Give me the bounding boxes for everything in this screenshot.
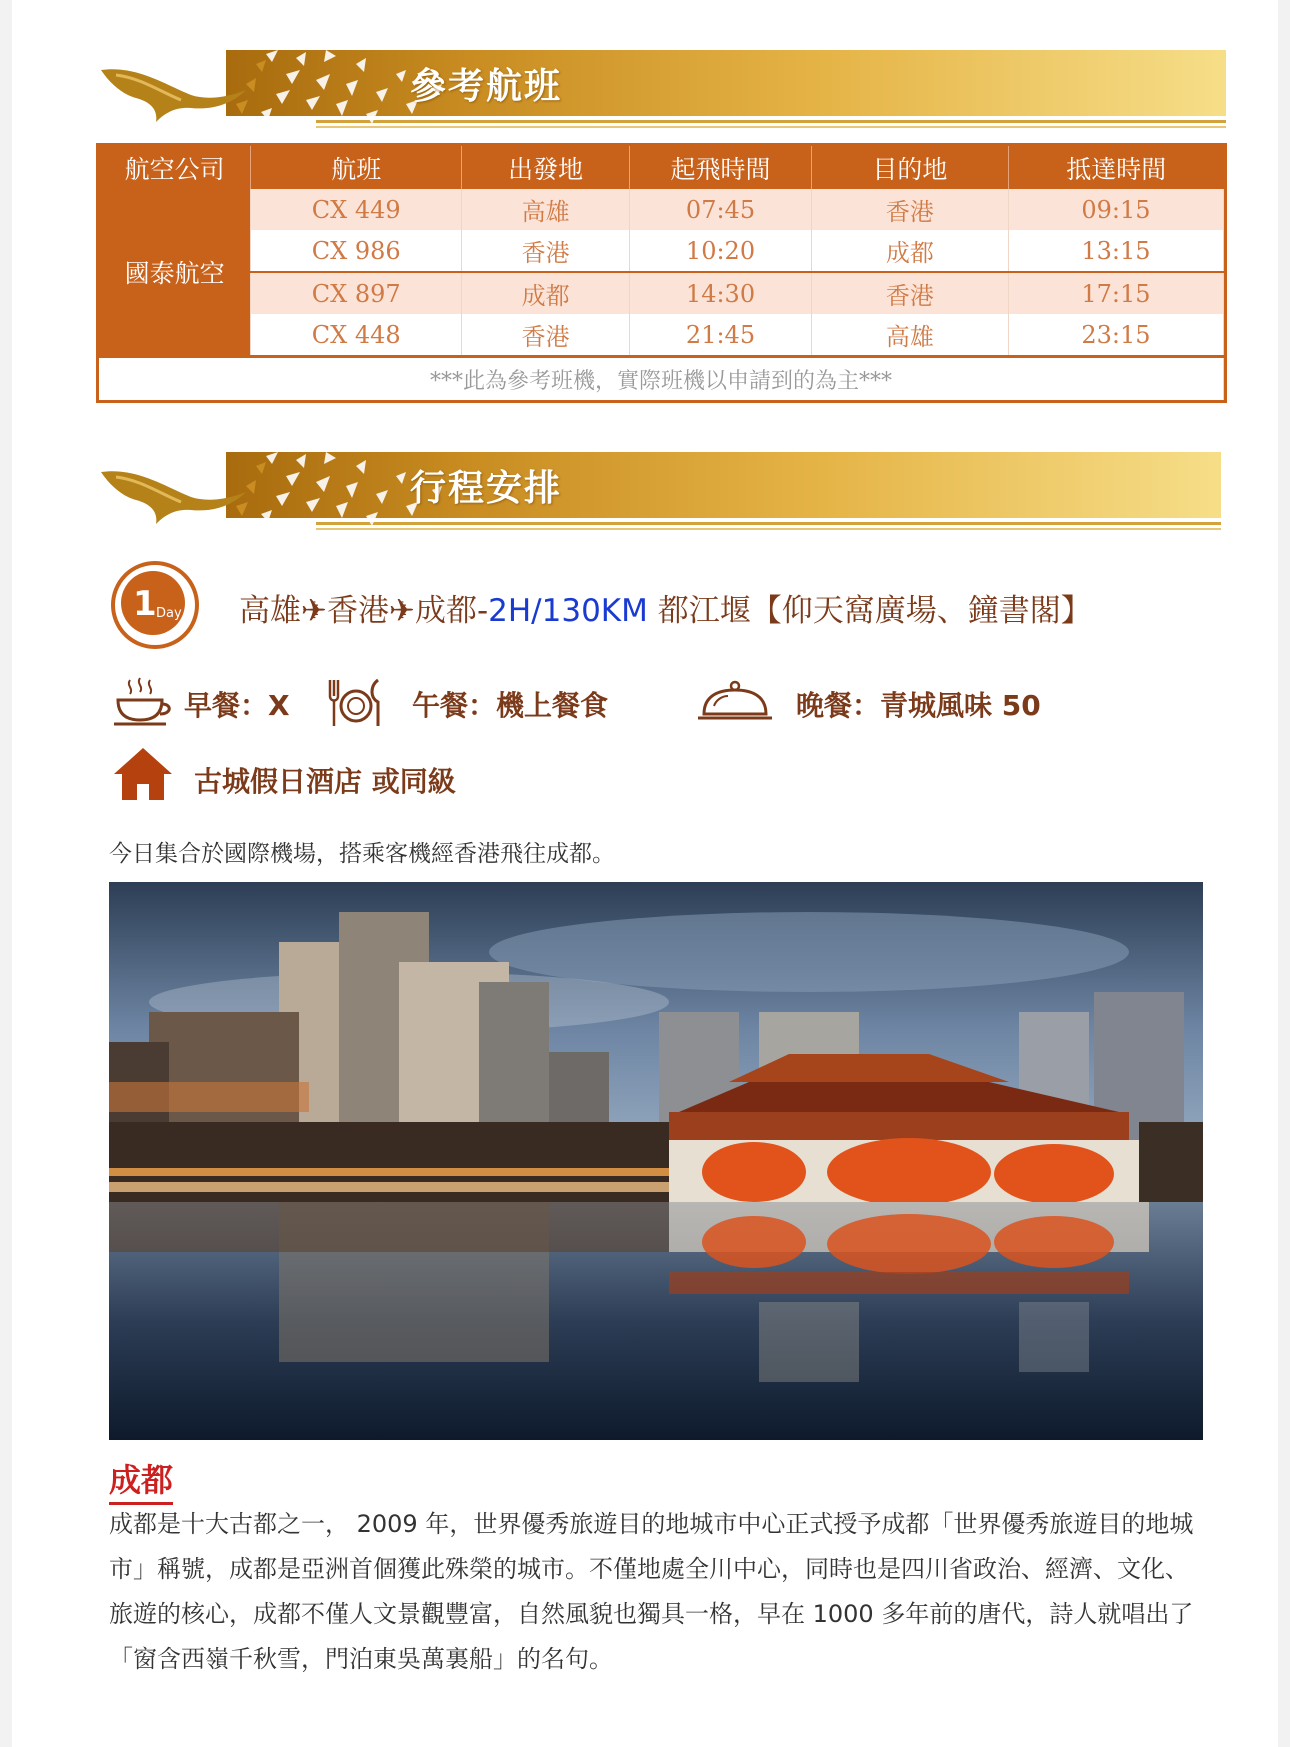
coffee-cup-icon [112, 676, 174, 730]
departure-city: 高雄 [462, 189, 630, 230]
arrival-city: 高雄 [811, 314, 1008, 357]
departure-time: 21:45 [630, 314, 812, 357]
dinner-label: 晚餐：青城風味 50 [796, 689, 1041, 722]
arrival-time: 17:15 [1008, 272, 1223, 314]
city-title: 成都 [109, 1455, 173, 1505]
table-row [99, 314, 1224, 357]
arrival-time: 13:15 [1008, 230, 1223, 272]
arrival-city: 香港 [811, 272, 1008, 314]
flight-table [96, 143, 1227, 403]
day-label: Day [156, 606, 182, 621]
day-badge-icon [109, 559, 201, 651]
cloche-dish-icon [696, 676, 774, 730]
flight-number: CX 897 [251, 272, 462, 314]
departure-time: 10:20 [630, 230, 812, 272]
arrival-city: 香港 [811, 189, 1008, 230]
breakfast-label: 早餐：X [184, 689, 290, 722]
airline-cell: 國泰航空 [99, 189, 251, 357]
day-route [239, 585, 1092, 630]
col-header-from: 出發地 [462, 146, 630, 189]
table-row [99, 189, 1224, 230]
arrival-time: 23:15 [1008, 314, 1223, 357]
city-description: 成都是十大古都之一， 2009 年，世界優秀旅遊目的地城市中心正式授予成都「世界優秀旅遊目的地城市」稱號，成都是亞洲首個獲此殊榮的城市。不僅地處全川中心，同時也是四川省政治、經濟、文化、旅遊的核心，成都不僅人文景觀豐富，自然風貌也獨具一格，早在 1000 多年前的唐代，詩人就唱出了「窗含西嶺千秋雪，門泊東吳萬裏船」的名句。 [109, 1510, 1194, 1673]
lunch-label: 午餐：機上餐食 [412, 689, 609, 722]
flight-number: CX 449 [251, 189, 462, 230]
chengdu-anshun-bridge-photo [109, 882, 1203, 1440]
section-title: 行程安排 [410, 467, 563, 509]
itinerary-page [12, 0, 1278, 1747]
departure-time: 07:45 [630, 189, 812, 230]
col-header-flight: 航班 [251, 146, 462, 189]
itinerary-banner [96, 446, 1221, 536]
col-header-arrive: 抵達時間 [1008, 146, 1223, 189]
col-header-depart: 起飛時間 [630, 146, 812, 189]
hotel-name: 古城假日酒店 或同級 [194, 765, 456, 798]
phoenix-logo-icon [96, 50, 266, 130]
col-header-to: 目的地 [811, 146, 1008, 189]
flight-number: CX 448 [251, 314, 462, 357]
table-row [99, 272, 1224, 314]
flights-banner [96, 44, 1226, 134]
table-note-row [99, 357, 1224, 401]
col-header-airline: 航空公司 [99, 146, 251, 189]
section-title: 參考航班 [410, 65, 563, 107]
route-cities: 高雄✈香港✈成都- [239, 593, 489, 629]
day-number: 1 [133, 584, 157, 624]
arrival-city: 成都 [811, 230, 1008, 272]
table-note: ***此為參考班機，實際班機以申請到的為主*** [99, 357, 1224, 401]
departure-time: 14:30 [630, 272, 812, 314]
house-icon [112, 746, 174, 802]
day-intro: 今日集合於國際機場，搭乘客機經香港飛往成都。 [109, 841, 615, 867]
arrival-time: 09:15 [1008, 189, 1223, 230]
table-header-row [99, 146, 1224, 189]
departure-city: 成都 [462, 272, 630, 314]
route-attractions: 都江堰【仰天窩廣場、鐘書閣】 [647, 593, 1092, 629]
phoenix-logo-icon [96, 452, 266, 532]
plate-utensils-icon [324, 676, 386, 730]
flight-number: CX 986 [251, 230, 462, 272]
route-distance: 2H/130KM [488, 593, 648, 629]
table-row [99, 230, 1224, 272]
departure-city: 香港 [462, 314, 630, 357]
departure-city: 香港 [462, 230, 630, 272]
